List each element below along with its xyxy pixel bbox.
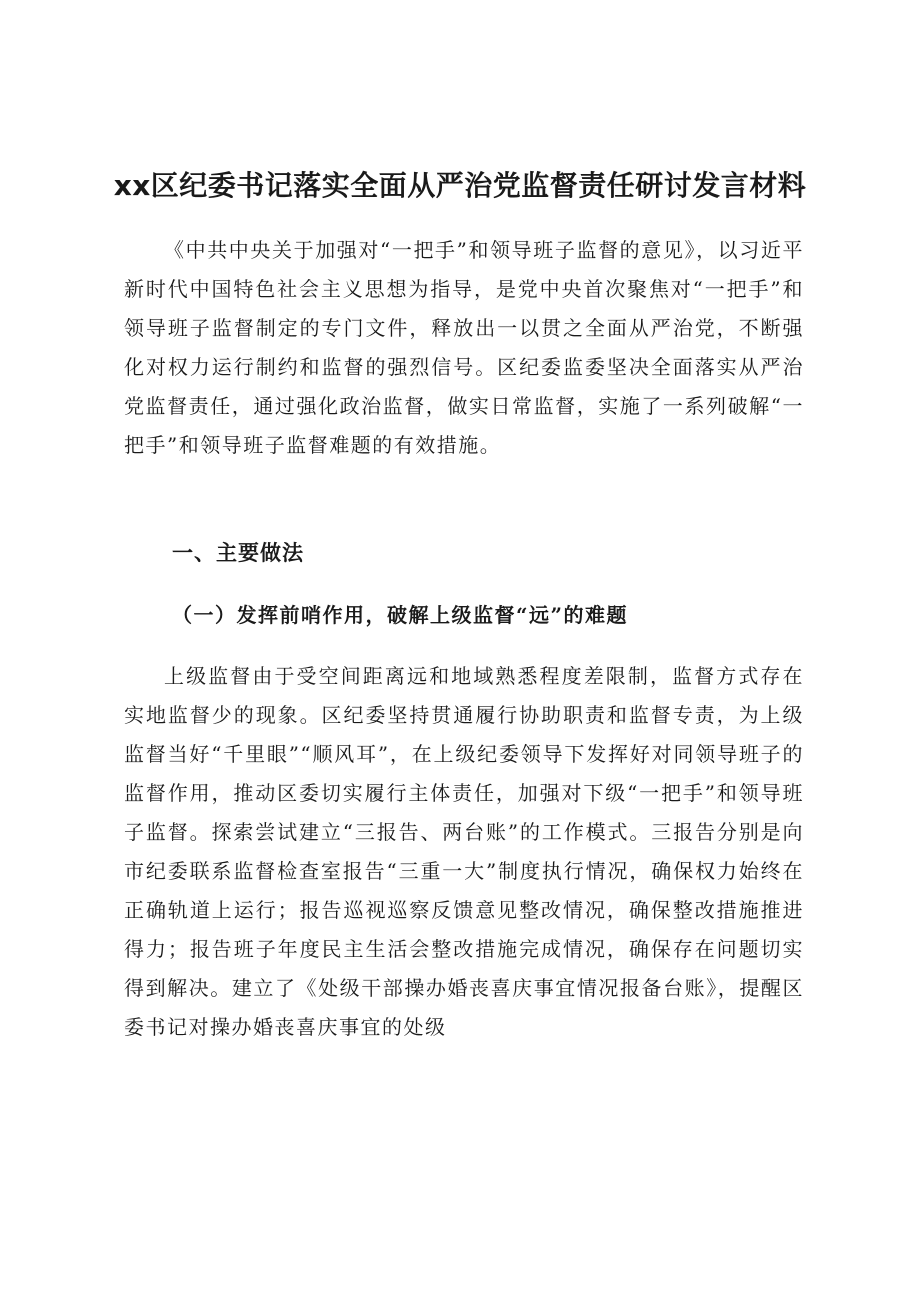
document-title: xx区纪委书记落实全面从严治党监督责任研讨发言材料 bbox=[113, 169, 807, 202]
section-heading: 一、主要做法 bbox=[172, 541, 304, 565]
subsection-heading: （一）发挥前哨作用，破解上级监督“远”的难题 bbox=[172, 603, 629, 627]
intro-paragraph: 《中共中央关于加强对“一把手”和领导班子监督的意见》，以习近平新时代中国特色社会主义思想为指导，是党中央首次聚焦对“一把手”和领导班子监督制定的专门文件，释放出一以贯之全面从严治党，不断强化对权力运行制约和监督的强烈信号。区纪委监委坚决全面落实从严治党监督责任，通过强化政治监督，做实日常监督，实施了一系列破解“一把手”和领导班子监督难题的有效措施。 bbox=[124, 238, 804, 457]
body-paragraph: 上级监督由于受空间距离远和地域熟悉程度差限制，监督方式存在实地监督少的现象。区纪委坚持贯通履行协助职责和监督专责，为上级监督当好“千里眼”“顺风耳”，在上级纪委领导下发挥好对同领导班子的监督作用，推动区委切实履行主体责任，加强对下级“一把手”和领导班子监督。探索尝试建立“三报告、两台账”的工作模式。三报告分别是向市纪委联系监督检查室报告“三重一大”制度执行情况，确保权力始终在正确轨道上运行；报告巡视巡察反馈意见整改情况，确保整改措施推进得力；报告班子年度民主生活会整改措施完成情况，确保存在问题切实得到解决。建立了《处级干部操办婚丧喜庆事宜情况报备台账》，提醒区委书记对操办婚丧喜庆事宜的处级 bbox=[124, 664, 804, 1039]
